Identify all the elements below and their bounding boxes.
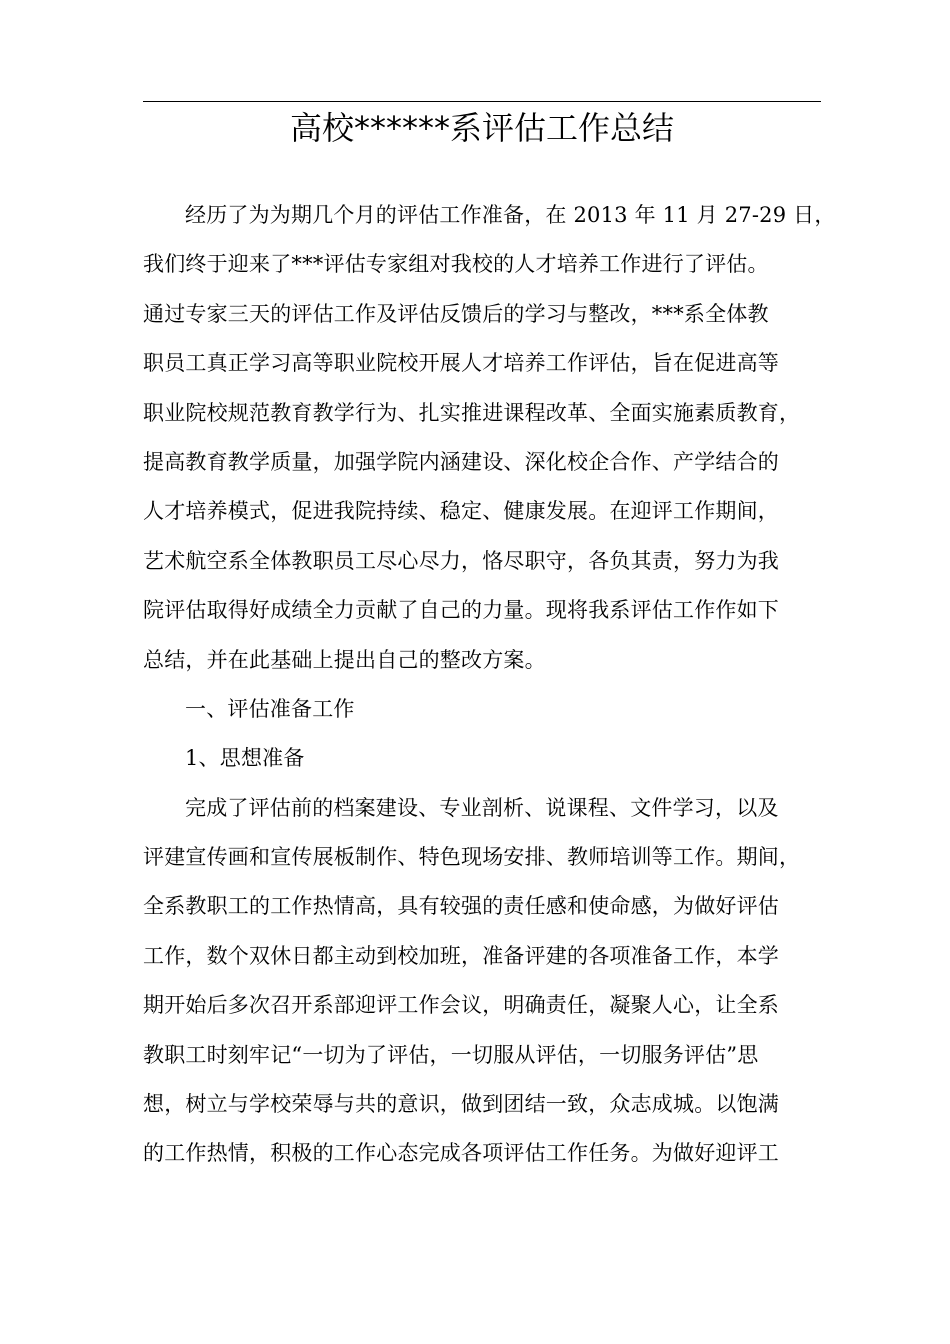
paragraph-line: 教职工时刻牢记“一切为了评估，一切服从评估，一切服务评估”思: [143, 1042, 759, 1067]
document-body: [143, 191, 836, 1179]
paragraph-line: 期开始后多次召开系部迎评工作会议，明确责任，凝聚人心，让全系: [143, 993, 779, 1018]
paragraph-line: 想，树立与学校荣辱与共的意识，做到团结一致，众志成城。以饱满: [143, 1092, 779, 1117]
paragraph-line: 的工作热情，积极的工作心态完成各项评估工作任务。为做好迎评工: [143, 1141, 779, 1166]
document-title: 高校******系评估工作总结: [289, 109, 674, 147]
subsection-heading: 1、思想准备: [185, 746, 305, 771]
paragraph-line: 评建宣传画和宣传展板制作、特色现场安排、教师培训等工作。期间，: [143, 845, 801, 870]
header-rule: [143, 101, 821, 102]
paragraph-line: 全系教职工的工作热情高，具有较强的责任感和使命感，为做好评估: [143, 894, 779, 919]
section-heading: 一、评估准备工作: [185, 696, 355, 721]
paragraph-line: 院评估取得好成绩全力贡献了自己的力量。现将我系评估工作作如下: [143, 598, 779, 623]
paragraph-line: 通过专家三天的评估工作及评估反馈后的学习与整改，***系全体教: [143, 301, 769, 326]
paragraph-line: 职员工真正学习高等职业院校开展人才培养工作评估，旨在促进高等: [143, 351, 779, 376]
paragraph-line: 总结，并在此基础上提出自己的整改方案。: [143, 647, 546, 672]
paragraph-line: 职业院校规范教育教学行为、扎实推进课程改革、全面实施素质教育，: [143, 400, 801, 425]
paragraph-line: 经历了为为期几个月的评估工作准备，在 2013 年 11 月 27-29 日，: [185, 203, 836, 227]
paragraph-line: 完成了评估前的档案建设、专业剖析、说课程、文件学习，以及: [185, 795, 779, 820]
paragraph-line: 我们终于迎来了***评估专家组对我校的人才培养工作进行了评估。: [143, 252, 769, 277]
paragraph-line: 艺术航空系全体教职员工尽心尽力，恪尽职守，各负其责，努力为我: [143, 548, 779, 573]
paragraph-line: 提高教育教学质量，加强学院内涵建设、深化校企合作、产学结合的: [143, 449, 779, 474]
paragraph-line: 人才培养模式，促进我院持续、稳定、健康发展。在迎评工作期间，: [143, 499, 779, 524]
paragraph-line: 工作，数个双休日都主动到校加班，准备评建的各项准备工作，本学: [143, 943, 779, 968]
